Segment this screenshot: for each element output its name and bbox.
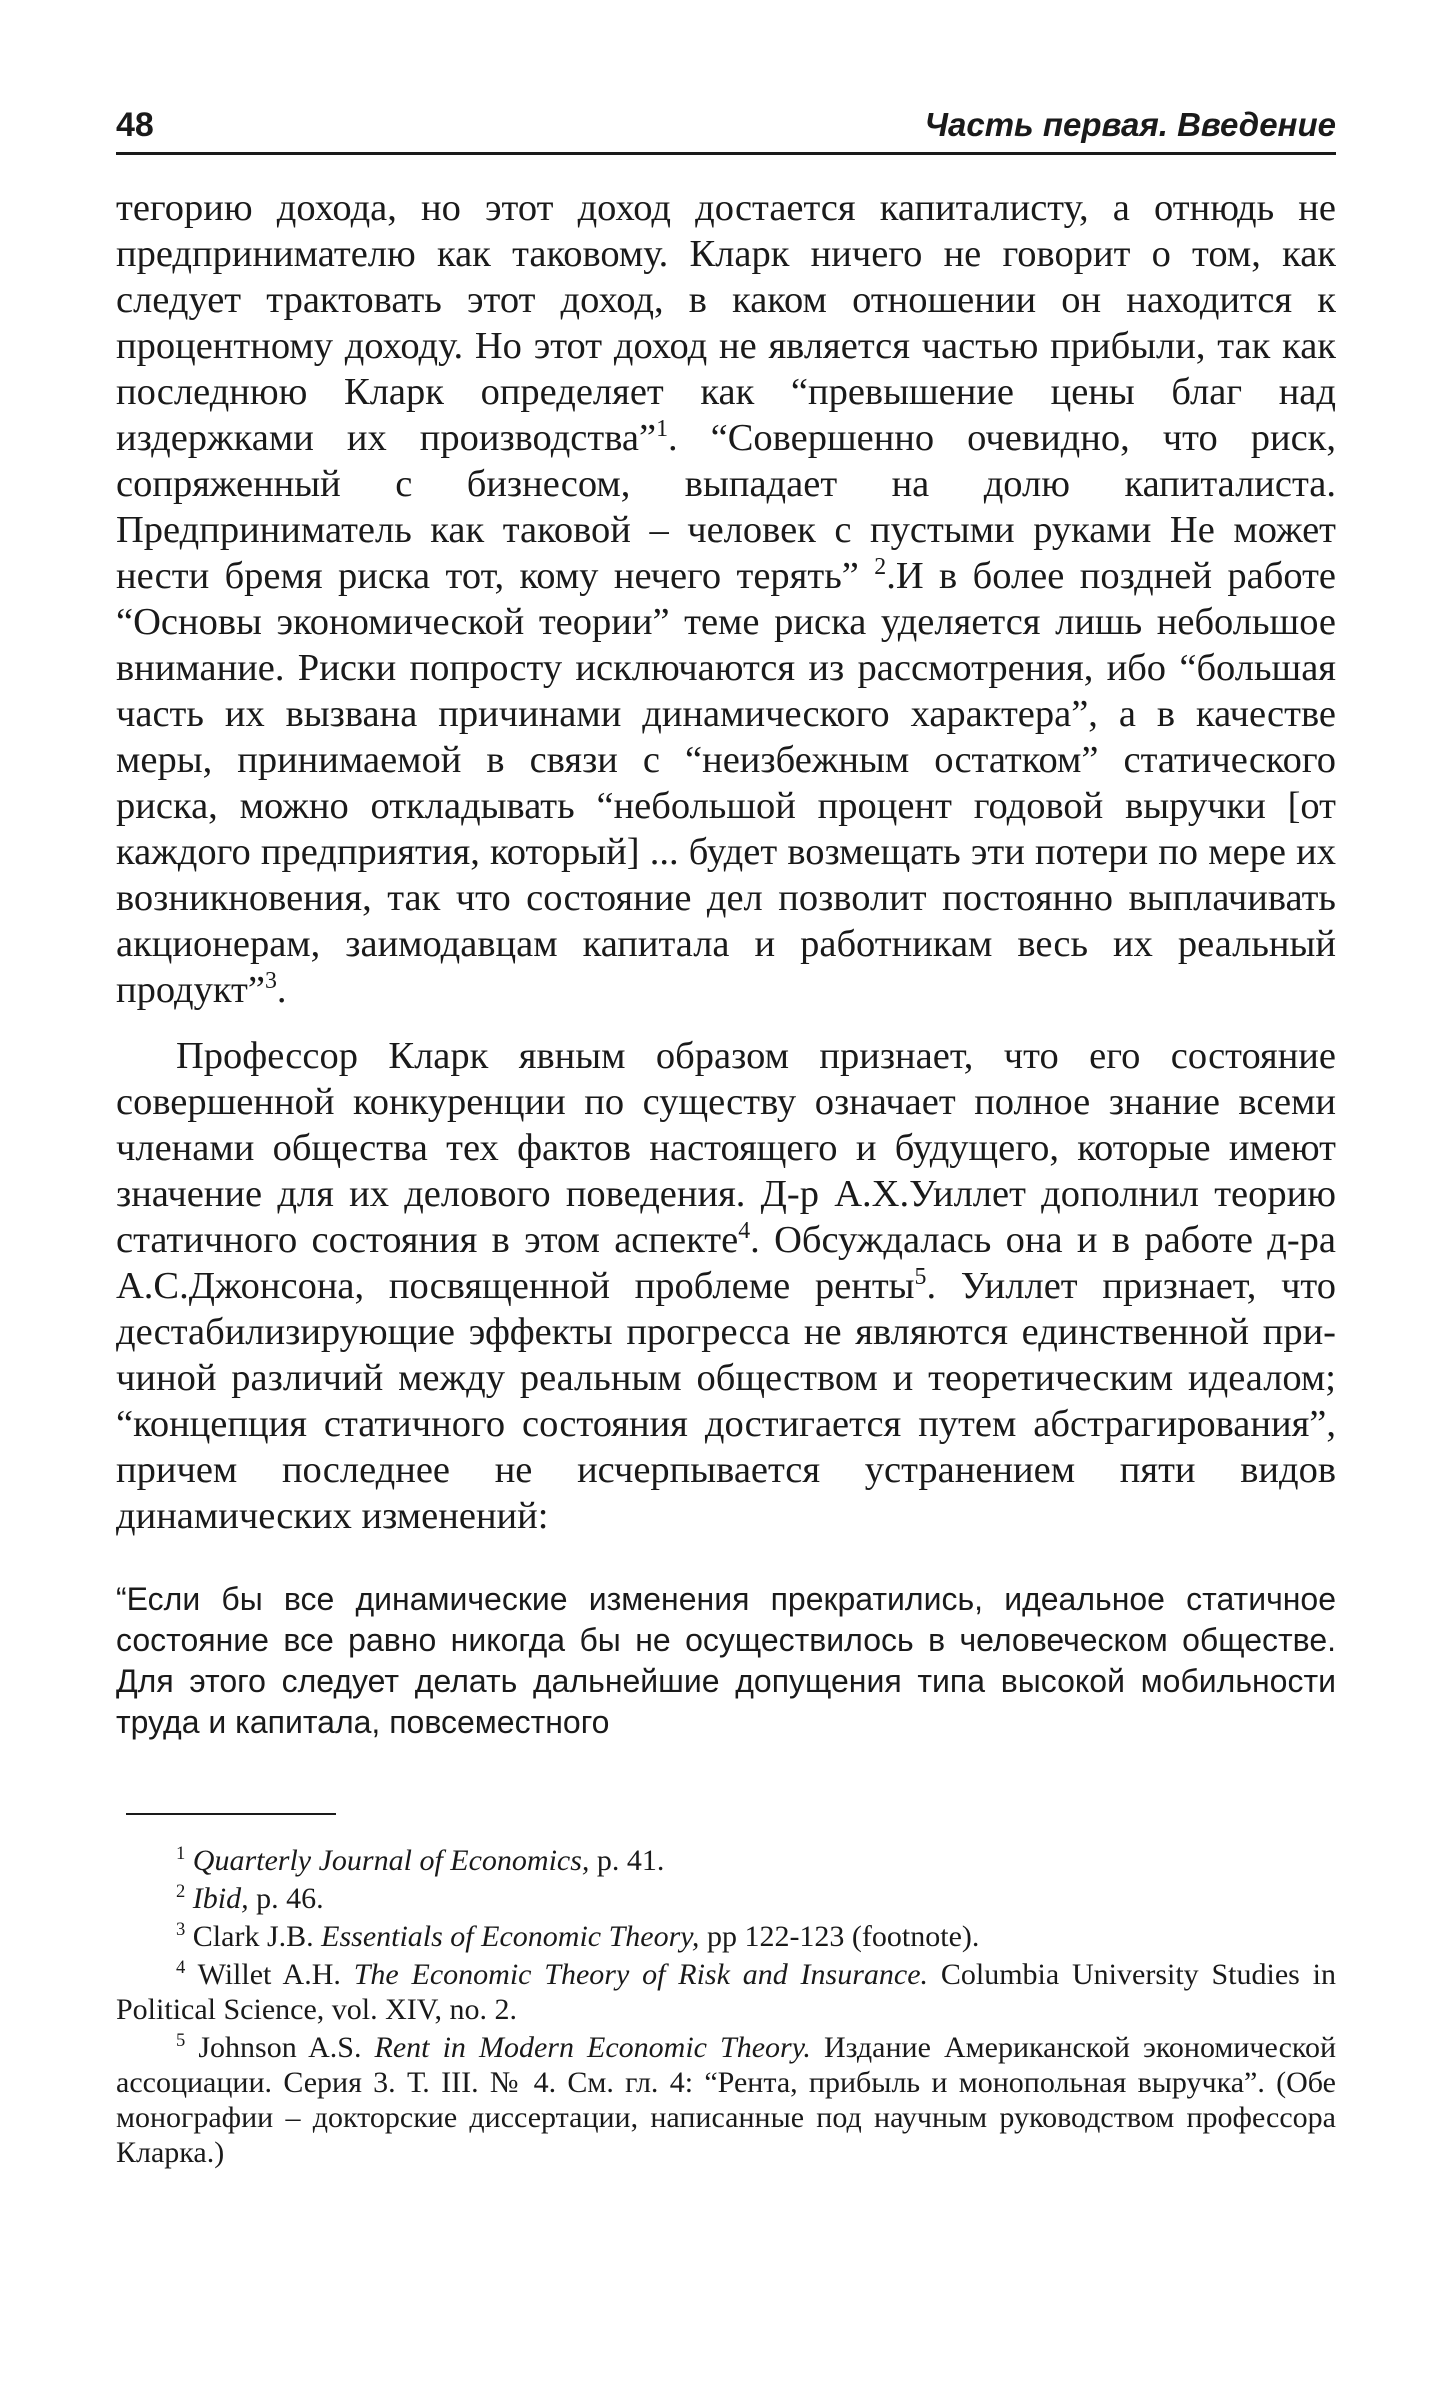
footnote-author: Johnson A.S.: [198, 2031, 375, 2064]
footnote-5: [116, 2030, 1336, 2170]
footnote-text: p. 41.: [589, 1844, 665, 1877]
paragraph-1-text: тегорию дохода, но этот доход достается капиталисту, а отнюдь не предпринимателю как таковому. Кларк ничего не говорит о том, как следует трактовать этот доход, в каком отношении он находится к процентному доходу. Но этот доход не является частью прибыли, так как последнюю Кларк определяет как “превышение цены благ над издержками их производства”: [116, 187, 1336, 459]
paragraph-2-text: . Обсуждалась она и в работе д-ра А.С.Джонсона, посвященной проблеме ренты: [116, 1219, 1336, 1307]
footnote-1: [116, 1843, 1336, 1878]
paragraph-1: [116, 185, 1336, 1013]
footnote-author: Willet A.H.: [197, 1958, 354, 1991]
footnote-title: Rent in Modern Economic Theory.: [374, 2031, 811, 2064]
footnote-ref-5: 5: [914, 1264, 927, 1291]
paragraph-1-text: . “Совершенно очевидно, что риск, сопряженный с бизнесом, выпадает на долю капиталиста. Предприниматель как таковой – человек с пустыми руками Не может нести бремя риска тот, кому нечего терять”: [116, 417, 1336, 597]
footnote-text: pp 122-123 (footnote).: [699, 1920, 980, 1953]
footnote-text: Издание Американской экономической ассоциации. Серия 3. Т. III. № 4. См. гл. 4: “Рента, прибыль и монопольная выручка”. (Обе монографии – докторские диссертации, написанные под научным руководством профессора Кларка.): [116, 2031, 1336, 2169]
footnote-4: [116, 1957, 1336, 2027]
footnote-text: Columbia University Studies in Political Science, vol. XIV, no. 2.: [116, 1958, 1336, 2026]
block-quote: “Если бы все динамические изменения прекратились, идеальное статичное состояние все равно никогда бы не осуществилось в человеческом обществе. Для этого следует делать дальнейшие допущения типа высокой мобильности труда и капитала, повсеместного: [116, 1581, 1336, 1740]
footnote-number: 2: [176, 1881, 186, 1902]
footnote-number: 5: [176, 2030, 186, 2051]
page-number: 48: [116, 106, 154, 144]
paragraph-1-text: .И в более поздней работе “Основы экономической теории” теме риска уделяется лишь небольшое внимание. Риски попросту исключаются из рассмотрения, ибо “большая часть их вызвана причинами динамического характера”, а в качестве меры, принимаемой в связи с “неизбежным остатком” статического риска, можно откладывать “небольшой процент годовой выручки [от каждого предприятия, который] ... будет возмещать эти потери по мере их возникновения, так что состояние дел позволит постоянно выплачивать акционерам, заимодавцам капитала и работникам весь их реальный продукт”: [116, 555, 1336, 1011]
footnote-title: Ibid,: [192, 1882, 249, 1915]
footnote-author: Clark J.B.: [192, 1920, 322, 1953]
footnote-title: Essentials of Economic Theory,: [321, 1920, 700, 1953]
footnote-ref-1: 1: [656, 416, 668, 443]
footnotes: [116, 1843, 1336, 2170]
footnote-ref-4: 4: [738, 1218, 751, 1245]
footnote-2: [116, 1881, 1336, 1916]
footnote-number: 3: [176, 1919, 186, 1940]
footnote-text: p. 46.: [248, 1882, 324, 1915]
footnote-ref-3: 3: [264, 968, 277, 995]
paragraph-2-text: . Уиллет признает, что дестабилизирующие эффекты прогресса не являются единственной причиной различий между реальным обществом и теоретическим идеалом; “концепция статичного состояния достигается путем абстрагирования”, причем последнее не исчерпывается устранением пяти видов динамических изменений:: [116, 1265, 1336, 1537]
book-page: [116, 100, 1336, 2173]
paragraph-2: [116, 1033, 1336, 1539]
paragraph-2-text: Профессор Кларк явным образом признает, что его состояние совершенной конкуренции по существу означает полное знание всеми членами общества тех фактов настоящего и будущего, которые имеют значение для их делового поведения. Д-р А.Х.Уиллет дополнил теорию статичного состояния в этом аспекте: [116, 1035, 1336, 1261]
page-header: [116, 100, 1336, 155]
running-head: Часть первая. Введение: [924, 106, 1336, 143]
footnote-title: The Economic Theory of Risk and Insurance.: [353, 1958, 929, 1991]
footnote-number: 4: [176, 1957, 186, 1978]
footnote-3: [116, 1919, 1336, 1954]
footnote-title: Quarterly Journal of Economics,: [192, 1844, 590, 1877]
footnote-ref-2: 2: [874, 554, 887, 581]
footnote-divider: [126, 1813, 336, 1815]
main-text: [116, 185, 1336, 1539]
footnote-number: 1: [176, 1843, 186, 1864]
paragraph-1-text: .: [276, 969, 287, 1011]
